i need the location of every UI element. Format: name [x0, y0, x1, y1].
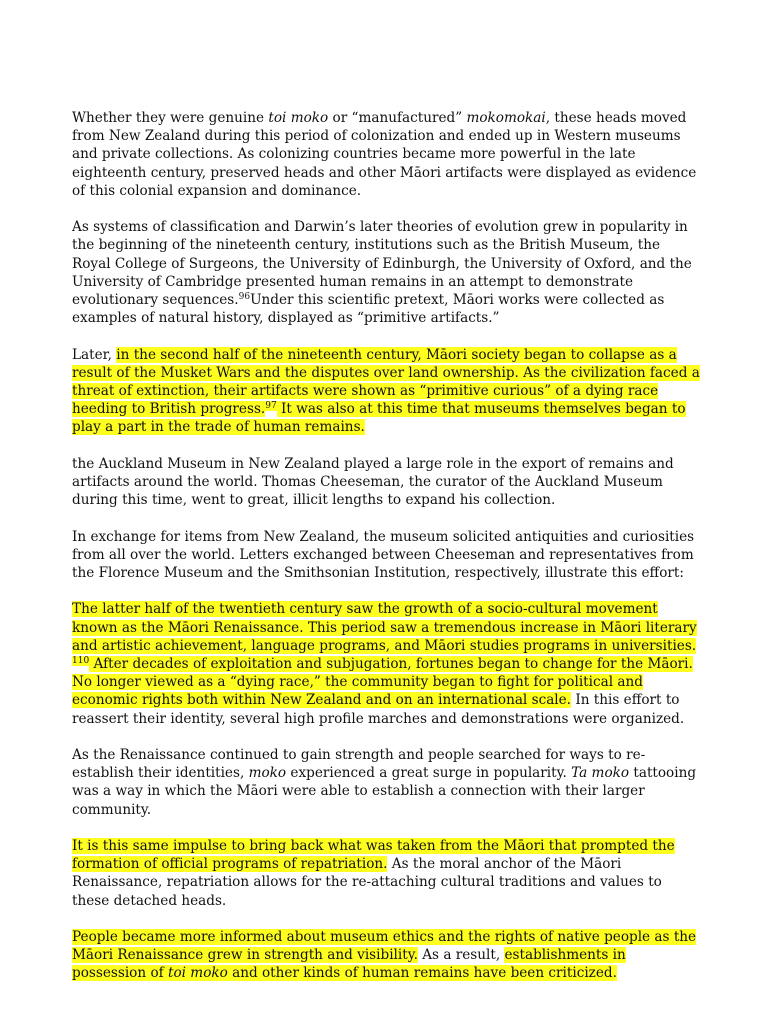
text-segment: Whether they were genuine [72, 110, 269, 126]
text-segment: In exchange for items from New Zealand, the museum solicited antiquities and curiosities from all over the world. Letters exchanged between Cheeseman and representatives from the Florence Museum and the Smithsonian Institution, respectively, illustrate this effort: [72, 528, 695, 582]
text-segment: As the moral anchor of the Māori Renaissance, repatriation allows for the re-attaching cultural traditions and values to these detached heads. [72, 856, 662, 909]
text-segment: toi moko [268, 110, 329, 126]
paragraph-p3 [72, 346, 702, 437]
text-segment: As systems of classification and Darwin’s later theories of evolution grew in popularity in the beginning of the nineteenth century, institutions such as the British Museum, the Royal College of Surgeons, the University of Edinburgh, the University of Oxford, and the University of Cambridge presented human remains in an attempt to demonstrate evolutionary sequences. [72, 219, 692, 309]
highlighted-text: establishments in possession of [72, 947, 626, 982]
footnote-reference: 97 [265, 401, 277, 412]
highlighted-text: It is this same impulse to bring back what was taken from the Māori that prompted the formation of official programs of repatriation. [72, 838, 675, 873]
paragraph-p6 [72, 600, 702, 727]
text-segment: , these heads moved from New Zealand during this period of colonization and ended up in Western museums and private collections. As colonizing countries became more powerful in the late eighteenth century, preserved heads and other Māori artifacts were displayed as evidence of this colonial expansion and dominance. [72, 110, 697, 199]
text-segment: Ta moko [571, 765, 630, 782]
text-segment: In this effort to reassert their identity, several high profile marches and demonstrations were organized. [72, 692, 685, 727]
text-segment: mokomokai [466, 110, 546, 126]
highlighted-text: It was also at this time that museums themselves began to play a part in the trade of human remains. [72, 401, 686, 436]
paragraph-p4 [72, 455, 702, 510]
paragraph-p1 [72, 109, 702, 200]
text-segment: the Auckland Museum in New Zealand played a large role in the export of remains and artifacts around the world. Thomas Cheeseman, the curator of the Auckland Museum during this time, went to great, illicit lengths to expand his collection. [72, 455, 674, 509]
text-segment: tattooing was a way in which the Māori were able to establish a connection with their larger community. [72, 765, 697, 818]
highlighted-text: in the second half of the nineteenth century, Māori society began to collapse as a result of the Musket Wars and the disputes over land ownership. As the civilization faced a threat of extinction, their artifacts were shown as “primitive curious” of a dying race heeding to British progress. [72, 346, 700, 418]
text-segment: or “manufactured” [328, 110, 467, 126]
highlighted-text: toi moko [167, 965, 228, 982]
footnote-reference: 96 [238, 292, 251, 303]
text-segment: experienced a great surge in popularity. [286, 765, 572, 782]
highlighted-text: and other kinds of human remains have been criticized. [227, 965, 617, 982]
text-segment: As a result, [417, 947, 505, 964]
highlighted-text: The latter half of the twentieth century saw the growth of a socio-cultural movement known as the Māori Renaissance. This period saw a tremendous increase in Māori literary and artistic achievement, language programs, and Māori studies programs in universities. [72, 601, 697, 654]
document-body [72, 109, 702, 1001]
paragraph-p2 [72, 218, 702, 327]
text-segment: As the Renaissance continued to gain strength and people searched for ways to re-establish their identities, [72, 747, 646, 782]
paragraph-p5 [72, 528, 702, 583]
highlighted-text: After decades of exploitation and subjugation, fortunes began to change for the Māori. No longer viewed as a “dying race,” the community began to fight for political and economic rights both within New Zealand and on an international scale. [72, 656, 693, 709]
text-segment: moko [248, 765, 287, 782]
paragraph-p8 [72, 837, 702, 910]
text-segment: Under this scientific pretext, Māori works were collected as examples of natural history, displayed as “primitive artifacts.” [72, 292, 665, 327]
paragraph-p9 [72, 928, 702, 983]
paragraph-p7 [72, 746, 702, 819]
text-segment: Later, [72, 346, 117, 363]
footnote-reference: 110 [72, 656, 90, 667]
highlighted-text: People became more informed about museum ethics and the rights of native people as the Māori Renaissance grew in strength and visibility. [72, 929, 697, 964]
